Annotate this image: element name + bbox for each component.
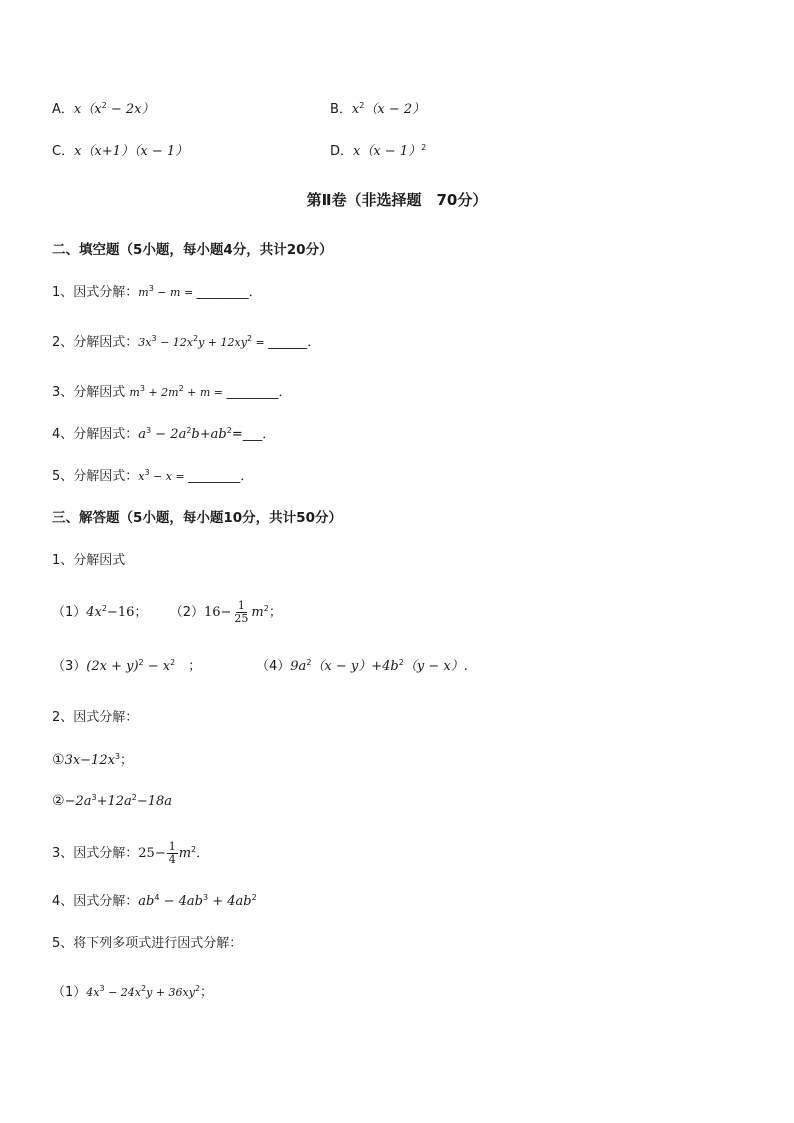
- answer-q1-row2: [52, 658, 201, 676]
- choice-b-var: x: [351, 102, 360, 117]
- fill-q4-term-c: b+ab: [191, 427, 227, 442]
- choice-a-exp: 2: [101, 101, 107, 110]
- answer-q1-p3-a: (2x + y): [86, 659, 139, 674]
- fill-q2-exp1: 3: [151, 334, 157, 343]
- answer-q2-i2-exp1: 3: [91, 793, 97, 802]
- choice-b: [330, 101, 425, 119]
- fill-q2-equals: =: [252, 336, 269, 349]
- fill-q1-blank: ________: [196, 285, 249, 300]
- fill-q5-term-b: − x =: [149, 470, 189, 483]
- answer-q1-p3-end: ；: [175, 659, 202, 674]
- answer-q4-b: − 4ab: [159, 894, 203, 909]
- choice-d-exp: 2: [421, 143, 427, 152]
- answer-q1-p4-a: 9a: [290, 659, 307, 674]
- fill-q1-var: m: [138, 286, 149, 299]
- choice-c: [52, 143, 188, 161]
- fill-q2-blank: ______: [268, 335, 308, 350]
- answer-q1-row1: [52, 599, 282, 627]
- answer-q5-p1: [52, 984, 213, 1002]
- choice-b-exp: 2: [359, 101, 365, 110]
- answer-q2-i2-b: +12a: [96, 794, 132, 809]
- fill-q1-end: ．: [248, 285, 262, 300]
- fill-q3-term-b: + 2m: [144, 386, 179, 399]
- choice-d-text: x（x − 1）: [353, 144, 422, 159]
- answer-q1-p2-var: m: [251, 605, 264, 620]
- answer-q4: [52, 893, 257, 911]
- fill-q4-label: 4、分解因式：: [52, 427, 139, 442]
- fill-q2-label: 2、分解因式：: [52, 335, 139, 350]
- answer-q2-i2-c: −18a: [136, 794, 173, 809]
- answer-q1-p4: [256, 658, 468, 676]
- answer-q5-p1-exp3: 2: [194, 984, 201, 993]
- fill-q2-term-c: y + 12xy: [198, 336, 247, 349]
- answer-q2-item2: [52, 792, 172, 811]
- answer-q3-a: 25−: [138, 846, 166, 861]
- answer-q2-i2-a: −2a: [64, 794, 92, 809]
- fill-q2-term-b: − 12x: [156, 336, 193, 349]
- answer-q1-p2-numerator: 1: [237, 599, 245, 612]
- choice-b-post: （x − 2）: [364, 102, 426, 117]
- fill-q1: [52, 284, 262, 302]
- fill-q5-end: ．: [240, 469, 254, 484]
- answer-q1-p4-num: （4）: [256, 659, 291, 674]
- fill-q2-term-a: 3x: [138, 336, 152, 349]
- answer-q3-denominator: 4: [168, 853, 176, 866]
- answer-q2-i1-end: ；: [120, 753, 134, 768]
- fill-q4-exp1: 3: [146, 426, 152, 435]
- answer-q5-p1-num: （1）: [52, 985, 87, 1000]
- answer-q1-p1-a: 4x: [86, 605, 102, 620]
- answer-q1-p3-exp2: 2: [170, 658, 176, 667]
- answer-q5-p1-exp1: 3: [99, 984, 105, 993]
- answer-q1-p2-fraction: [232, 600, 250, 625]
- fill-q2-exp3: 2: [246, 334, 253, 343]
- answer-q4-exp3: 2: [251, 893, 257, 902]
- fill-q3-term-a: m: [129, 386, 140, 399]
- answer-q1-p4-b: （x − y）+4b: [311, 659, 399, 674]
- fill-q5-term-a: x: [138, 470, 145, 483]
- fill-q4-term-a: a: [138, 427, 147, 442]
- fill-q2-exp2: 2: [193, 334, 199, 343]
- fill-section-heading: 二、填空题（5小题，每小题4分，共计20分）: [52, 242, 333, 258]
- answer-q1-p1-num: （1）: [52, 605, 87, 620]
- answer-q3-exp: 2: [191, 845, 197, 854]
- answer-q3-fraction: [167, 841, 178, 866]
- choice-a-pre: x（: [73, 102, 95, 117]
- answer-q1-p4-c: （y − x）.: [403, 659, 468, 674]
- answer-q4-a: ab: [138, 894, 155, 909]
- answer-q2-i2-exp2: 2: [131, 793, 137, 802]
- fill-q1-label: 1、因式分解：: [52, 285, 139, 300]
- fill-q2: [52, 334, 320, 352]
- answer-q5-p1-c: y + 36xy: [146, 986, 195, 999]
- fill-q3: [52, 384, 292, 402]
- answer-q1-p3-exp1: 2: [138, 658, 144, 667]
- fill-q3-exp2: 2: [178, 384, 184, 393]
- choice-b-label: B．: [330, 102, 352, 117]
- answer-q1-p2-num: （2）: [169, 605, 204, 620]
- choice-a: [52, 101, 154, 119]
- answer-q1-p3-num: （3）: [52, 659, 87, 674]
- answer-section-heading: 三、解答题（5小题，每小题10分，共计50分）: [52, 510, 342, 526]
- fill-q4-blank: ___: [242, 427, 263, 442]
- fill-q2-end: ．: [307, 335, 321, 350]
- answer-q2-i1-a: 3x−12x: [64, 753, 115, 768]
- fill-q5-blank: ________: [188, 469, 241, 484]
- answer-q5-p1-end: ；: [200, 985, 214, 1000]
- fill-q3-blank: ________: [226, 385, 279, 400]
- choice-a-label: A．: [52, 102, 74, 117]
- fill-q4: [52, 426, 275, 444]
- choice-c-text: x（x+1）（x − 1）: [74, 144, 189, 159]
- fill-q5: [52, 468, 253, 486]
- answer-q2-i1-exp: 3: [114, 752, 121, 761]
- answer-q2-label: 2、因式分解：: [52, 710, 139, 725]
- fill-q5-exp1: 3: [144, 468, 150, 477]
- fill-q3-end: ．: [278, 385, 292, 400]
- answer-q1-p1-exp: 2: [101, 604, 107, 613]
- fill-q1-exp: 3: [148, 284, 154, 293]
- answer-q5-label: 5、将下列多项式进行因式分解：: [52, 936, 243, 951]
- answer-q4-exp1: 4: [154, 893, 160, 902]
- answer-q3-var: m: [178, 846, 192, 861]
- answer-q1-p1-b: −16；: [106, 605, 148, 620]
- answer-q2-i2-mark: ②: [52, 793, 65, 809]
- answer-q1-p2-a: 16−: [203, 605, 232, 620]
- answer-q3-label: 3、因式分解：: [52, 846, 139, 861]
- fill-q4-term-b: − 2a: [151, 427, 187, 442]
- fill-q3-label: 3、分解因式: [52, 385, 130, 400]
- answer-q1-p4-exp2: 2: [398, 658, 404, 667]
- answer-q4-exp2: 3: [202, 893, 209, 902]
- fill-q4-equals: =: [231, 427, 243, 442]
- answer-q1-p3-b: − x: [143, 659, 171, 674]
- answer-q1-p4-exp1: 2: [306, 658, 312, 667]
- fill-q4-end: ．: [262, 427, 276, 442]
- answer-q2-i1-mark: ①: [52, 752, 65, 768]
- choice-a-post: − 2x）: [106, 102, 155, 117]
- answer-q3-numerator: 1: [168, 840, 176, 853]
- answer-q3: [52, 840, 209, 868]
- choice-c-label: C．: [52, 144, 75, 159]
- choice-d: [330, 143, 426, 161]
- answer-q5-p1-a: 4x: [86, 986, 100, 999]
- fill-q1-rest: − m =: [153, 286, 197, 299]
- part2-title: 第Ⅱ卷（非选择题 70分）: [306, 191, 488, 209]
- answer-q1-p2-denominator: 25: [234, 612, 249, 625]
- fill-q4-exp3: 2: [226, 426, 232, 435]
- answer-q1-p2-exp: 2: [263, 604, 269, 613]
- fill-q4-exp2: 2: [186, 426, 192, 435]
- fill-q5-label: 5、分解因式：: [52, 469, 139, 484]
- fill-q3-exp1: 3: [139, 384, 145, 393]
- choice-d-label: D．: [330, 144, 354, 159]
- answer-q4-c: + 4ab: [208, 894, 252, 909]
- choice-a-var: x: [94, 102, 102, 117]
- answer-q4-label: 4、因式分解：: [52, 894, 139, 909]
- answer-q2-item1: [52, 751, 133, 770]
- answer-q5-p1-exp2: 2: [141, 984, 147, 993]
- answer-q3-end: ．: [196, 846, 210, 861]
- answer-q5-p1-b: − 24x: [104, 986, 141, 999]
- answer-q1-label: 1、分解因式: [52, 553, 126, 568]
- fill-q3-term-c: + m =: [183, 386, 227, 399]
- answer-q1-p2-end: ；: [268, 605, 282, 620]
